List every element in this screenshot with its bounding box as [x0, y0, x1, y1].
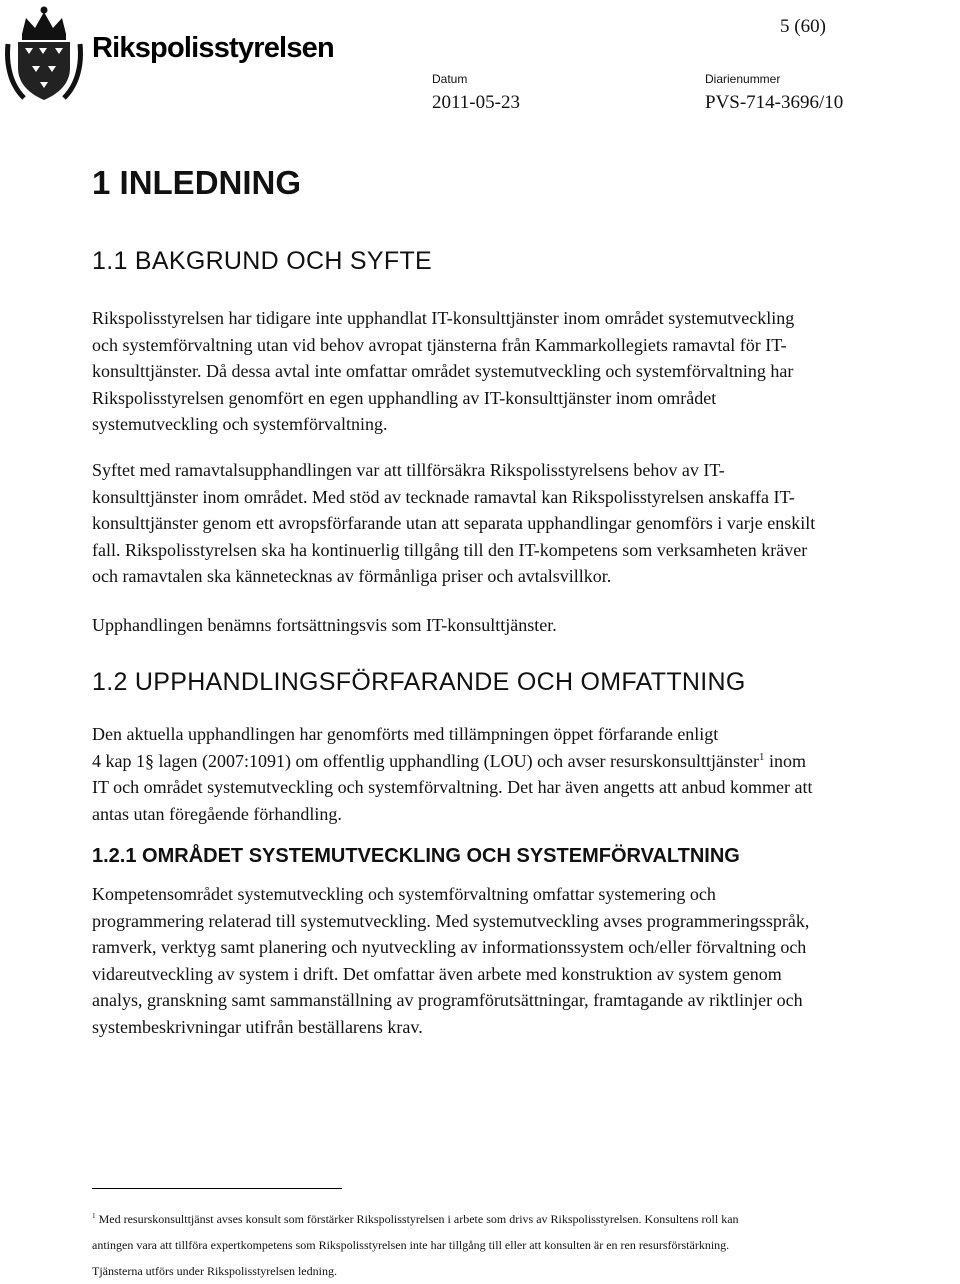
paragraph-bakgrund: Rikspolisstyrelsen har tidigare inte upphandlat IT-konsulttjänster inom området systemutveckling och systemförvaltning utan vid behov avropat tjänsterna från Kammarkollegiets ramavtal för IT- konsulttjänster. Då dessa avtal inte omfattar området systemutveckling och systemförvaltning har Rikspolisstyrelsen genomfört en egen upphandling av IT-konsulttjänster inom området systemutveckling och systemförvaltning.	[92, 308, 795, 434]
registration-number-label: Diarienummer	[705, 72, 781, 86]
heading-inledning: 1 INLEDNING	[92, 164, 302, 201]
footnote-number: 1	[92, 1212, 96, 1220]
shield-icon	[18, 42, 70, 100]
heading-bakgrund-och-syfte: 1.1 BAKGRUND OCH SYFTE	[92, 247, 432, 275]
date-value: 2011-05-23	[432, 92, 520, 113]
date-label: Datum	[432, 72, 468, 86]
crown-icon	[22, 7, 66, 41]
page-number: 5 (60)	[780, 16, 826, 37]
heading-omradet-systemutveckling: 1.2.1 OMRÅDET SYSTEMUTVECKLING OCH SYSTEMFÖRVALTNING	[92, 845, 740, 867]
paragraph-benamning: Upphandlingen benämns fortsättningsvis som IT-konsulttjänster.	[92, 615, 557, 635]
heading-upphandlingsforfarande: 1.2 UPPHANDLINGSFÖRFARANDE OCH OMFATTNING	[92, 668, 746, 696]
organization-name: Rikspolisstyrelsen	[92, 32, 334, 64]
paragraph-kompetensomradet: Kompetensområdet systemutveckling och systemförvaltning omfattar systemering och programmering relaterad till systemutveckling. Med systemutveckling avses programmeringsspråk, ramverk, verktyg samt planering och nyutveckling av informationssystem och/eller förvaltning och vidareutveckling av system i drift. Det omfattar även arbete med konstruktion av system genom analys, granskning samt sammanställning av programförutsättningar, framtagande av riktlinjer och systembeskrivningar utifrån beställarens krav.	[92, 884, 810, 1037]
paragraph-upphandlingsforfarande: Den aktuella upphandlingen har genomförts med tillämpningen öppet förfarande enligt 4 kap 1§ lagen (2007:1091) om offentlig upphandling (LOU) och avser resurskonsulttjänster$^1$ inom IT och området systemutveckling och systemförvaltning. Det har även angetts att anbud kommer att antas utan föregående förhandling.	[92, 724, 813, 824]
footnote-reference: 1	[759, 750, 765, 763]
paragraph-syfte: Syftet med ramavtalsupphandlingen var att tillförsäkra Rikspolisstyrelsens behov av IT- konsulttjänster inom området. Med stöd av tecknade ramavtal kan Rikspolisstyrelsen anskaffa IT- konsulttjänster genom ett avropsförfarande utan att separata upphandlingar genomförs i varje enskilt fall. Rikspolisstyrelsen ska ha kontinuerlig tillgång till den IT-kompetens som verksamheten kräver och ramavtalen ska kännetecknas av förmånliga priser och avtalsvillkor.	[92, 460, 816, 586]
registration-number-value: PVS-714-3696/10	[705, 92, 844, 113]
police-emblem-logo	[4, 4, 84, 104]
footnote: $^1$ Med resurskonsulttjänst avses konsult som förstärker Rikspolisstyrelsen i arbete som drivs av Rikspolisstyrelsen. Konsultens roll kan antingen vara att tillföra expertkompetens som Rikspolisstyrelsen inte har tillgång till eller att konsulten är en ren resursförstärkning. Tjänsterna utförs under Rikspolisstyrelsen ledning.	[92, 1212, 739, 1278]
footnote-divider	[92, 1188, 342, 1189]
